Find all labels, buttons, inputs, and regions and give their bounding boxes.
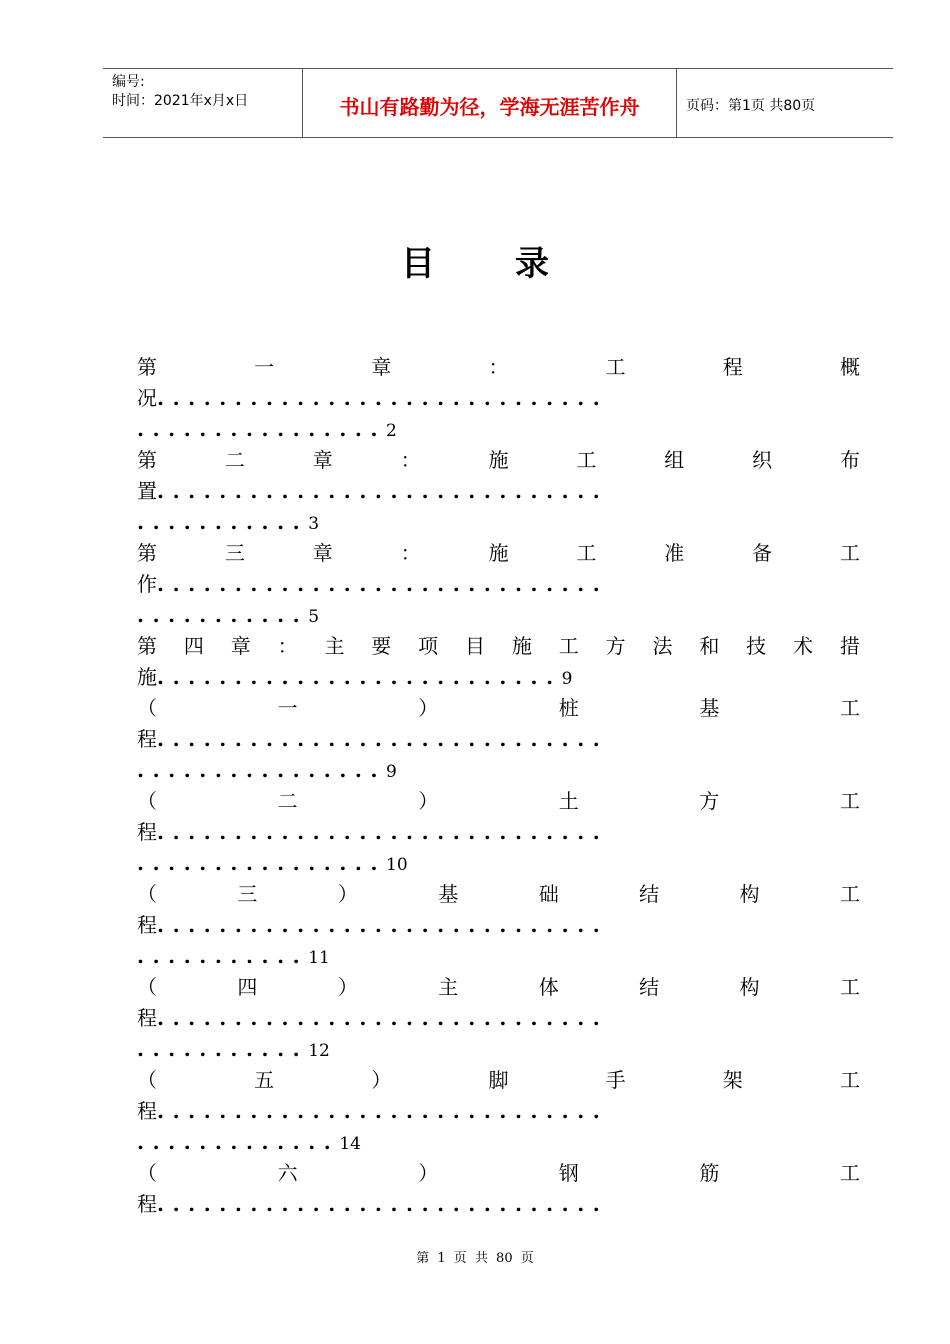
- toc-heading-char: ：: [400, 448, 421, 472]
- toc-heading-char: 措: [839, 634, 860, 658]
- toc-heading-tail: 程: [137, 1192, 157, 1216]
- toc-heading-char: 工: [558, 634, 579, 658]
- toc-heading-char: 四: [183, 634, 204, 658]
- toc-heading-char: 体: [538, 975, 559, 999]
- toc-heading-char: 工: [576, 448, 597, 472]
- dot-leader: .............................: [157, 479, 609, 503]
- toc-heading-char: 筋: [699, 1161, 720, 1185]
- title-char-1: 目: [401, 244, 435, 284]
- toc-entry[interactable]: [137, 352, 860, 445]
- dot-leader: .............................: [157, 1192, 609, 1216]
- dot-leader: .............................: [157, 820, 609, 844]
- toc-heading-tail: 程: [137, 1099, 157, 1123]
- toc-heading-char: ：: [277, 634, 298, 658]
- toc-heading-char: 布: [840, 448, 860, 472]
- dot-leader: ................: [137, 417, 387, 441]
- toc-heading-line: [137, 1158, 860, 1189]
- toc-heading-char: 备: [752, 541, 773, 565]
- toc-heading-char: 章: [312, 541, 333, 565]
- toc-page-number: 14: [339, 1134, 361, 1154]
- toc-heading-char: 项: [418, 634, 439, 658]
- page-footer: 第 1 页 共 80 页: [416, 1251, 534, 1266]
- toc-heading-char: 准: [664, 541, 685, 565]
- toc-page-number: 5: [308, 607, 320, 627]
- toc-heading-char: 技: [746, 634, 767, 658]
- toc-page-number: 3: [308, 514, 320, 534]
- toc-heading-char: 二: [277, 789, 298, 813]
- toc-heading-tail: 作: [137, 572, 157, 596]
- toc-heading-char: ）: [337, 882, 358, 906]
- toc-entry[interactable]: [137, 693, 860, 786]
- toc-heading-char: 章: [312, 448, 333, 472]
- dot-leader: ................: [137, 851, 387, 875]
- toc-entry[interactable]: [137, 445, 860, 538]
- toc-heading-char: 章: [371, 355, 392, 379]
- dot-leader: .............................: [157, 386, 609, 410]
- toc-heading-char: 四: [237, 975, 258, 999]
- toc-heading-char: 施: [488, 448, 509, 472]
- toc-heading-char: 施: [511, 634, 532, 658]
- toc-page-number: 12: [308, 1041, 330, 1061]
- dot-leader: ...........: [137, 603, 309, 627]
- toc-page-number: 11: [308, 948, 330, 968]
- dot-leader: .............................: [157, 1099, 609, 1123]
- toc-heading-line: [137, 693, 860, 724]
- toc-heading-char: ）: [371, 1068, 392, 1092]
- header-meta: [103, 69, 303, 137]
- toc-heading-char: 程: [722, 355, 743, 379]
- toc-heading-tail: 程: [137, 1006, 157, 1030]
- toc-heading-char: 工: [839, 882, 860, 906]
- toc-heading-tail: 况: [137, 386, 157, 410]
- toc-heading-line: [137, 879, 860, 910]
- toc-leader-line: [137, 724, 860, 755]
- toc-heading-char: 法: [652, 634, 673, 658]
- toc-leader-line: [137, 1189, 860, 1220]
- toc-leader-line: [137, 1034, 860, 1065]
- toc-leader-line: [137, 600, 860, 631]
- toc-entry[interactable]: [137, 538, 860, 631]
- toc-heading-char: 施: [488, 541, 509, 565]
- toc-heading-char: 工: [839, 789, 860, 813]
- toc-heading-char: 主: [324, 634, 345, 658]
- number-label: 编号:: [112, 74, 145, 90]
- toc-heading-line: [137, 786, 860, 817]
- toc-heading-char: ）: [418, 696, 439, 720]
- toc-heading-char: （: [137, 882, 157, 906]
- page-title: [0, 236, 950, 285]
- toc-heading-char: 工: [576, 541, 597, 565]
- toc-heading-char: 结: [639, 882, 660, 906]
- toc-heading-char: 三: [237, 882, 258, 906]
- toc-leader-line: [137, 817, 860, 848]
- toc-entry[interactable]: [137, 879, 860, 972]
- page-info: 页码：第1页 共80页: [686, 98, 816, 114]
- toc-heading-char: 主: [438, 975, 459, 999]
- toc-heading-char: 架: [722, 1068, 743, 1092]
- dot-leader: .............................: [157, 727, 609, 751]
- toc-heading-char: ）: [337, 975, 358, 999]
- toc-heading-char: （: [137, 1161, 157, 1185]
- table-of-contents: [137, 352, 860, 1220]
- toc-heading-char: 五: [254, 1068, 275, 1092]
- toc-leader-line: [137, 1127, 860, 1158]
- toc-heading-char: 基: [438, 882, 459, 906]
- toc-heading-char: 方: [699, 789, 720, 813]
- toc-leader-line: [137, 662, 860, 693]
- dot-leader: .............................: [157, 913, 609, 937]
- toc-heading-line: [137, 538, 860, 569]
- toc-leader-line: [137, 910, 860, 941]
- toc-leader-line: [137, 507, 860, 538]
- toc-heading-char: （: [137, 789, 157, 813]
- toc-heading-char: 织: [752, 448, 773, 472]
- dot-leader: ...........: [137, 1037, 309, 1061]
- toc-heading-char: 础: [538, 882, 559, 906]
- toc-heading-char: 第: [137, 541, 157, 565]
- toc-heading-char: 方: [605, 634, 626, 658]
- toc-heading-line: [137, 631, 860, 662]
- toc-heading-line: [137, 352, 860, 383]
- toc-heading-char: 工: [839, 696, 860, 720]
- toc-heading-char: 章: [230, 634, 251, 658]
- toc-leader-line: [137, 941, 860, 972]
- toc-heading-char: 要: [371, 634, 392, 658]
- toc-entry[interactable]: [137, 972, 860, 1065]
- dot-leader: .............................: [157, 1006, 609, 1030]
- dot-leader: ...........: [137, 944, 309, 968]
- toc-heading-char: 组: [664, 448, 685, 472]
- toc-heading-char: 一: [254, 355, 275, 379]
- toc-heading-char: 基: [699, 696, 720, 720]
- toc-heading-char: 工: [839, 975, 860, 999]
- toc-heading-char: 三: [224, 541, 245, 565]
- toc-heading-tail: 程: [137, 820, 157, 844]
- toc-page-number: 9: [561, 669, 573, 689]
- dot-leader: ...........: [137, 510, 309, 534]
- toc-heading-char: 结: [639, 975, 660, 999]
- toc-heading-char: ）: [418, 1161, 439, 1185]
- dot-leader: .............................: [157, 572, 609, 596]
- title-char-2: 录: [515, 244, 549, 284]
- toc-heading-char: 脚: [488, 1068, 509, 1092]
- toc-heading-char: 工: [605, 355, 626, 379]
- toc-heading-char: （: [137, 975, 157, 999]
- toc-leader-line: [137, 755, 860, 786]
- toc-heading-line: [137, 972, 860, 1003]
- toc-heading-tail: 程: [137, 913, 157, 937]
- toc-leader-line: [137, 476, 860, 507]
- toc-heading-char: 六: [277, 1161, 298, 1185]
- toc-entry[interactable]: [137, 1158, 860, 1220]
- toc-heading-tail: 程: [137, 727, 157, 751]
- toc-heading-tail: 施: [137, 665, 157, 689]
- toc-heading-char: 术: [793, 634, 814, 658]
- toc-leader-line: [137, 383, 860, 414]
- toc-heading-char: 工: [839, 1068, 860, 1092]
- toc-heading-char: 钢: [558, 1161, 579, 1185]
- toc-heading-char: 工: [840, 541, 860, 565]
- toc-heading-char: 手: [605, 1068, 626, 1092]
- toc-leader-line: [137, 569, 860, 600]
- toc-heading-char: 构: [739, 882, 760, 906]
- toc-heading-char: 二: [224, 448, 245, 472]
- toc-heading-line: [137, 1065, 860, 1096]
- toc-heading-char: 概: [839, 355, 860, 379]
- toc-page-number: 2: [386, 421, 397, 441]
- toc-heading-char: 第: [137, 634, 157, 658]
- dot-leader: ..........................: [157, 665, 562, 689]
- toc-heading-char: 第: [137, 355, 157, 379]
- toc-heading-tail: 置: [137, 479, 157, 503]
- toc-heading-char: ）: [418, 789, 439, 813]
- toc-leader-line: [137, 848, 860, 879]
- toc-heading-char: 第: [137, 448, 157, 472]
- toc-entry[interactable]: [137, 1065, 860, 1158]
- toc-leader-line: [137, 1096, 860, 1127]
- toc-entry[interactable]: [137, 786, 860, 879]
- toc-entry[interactable]: [137, 631, 860, 693]
- toc-heading-char: ：: [400, 541, 421, 565]
- time-label: 时间：2021年x月x日: [112, 93, 249, 109]
- toc-heading-char: （: [137, 1068, 157, 1092]
- toc-page-number: 9: [386, 762, 397, 782]
- toc-heading-line: [137, 445, 860, 476]
- toc-leader-line: [137, 414, 860, 445]
- toc-heading-char: ：: [488, 355, 509, 379]
- toc-leader-line: [137, 1003, 860, 1034]
- toc-heading-char: 和: [699, 634, 720, 658]
- dot-leader: .............: [137, 1130, 340, 1154]
- header-table: [103, 68, 893, 138]
- toc-heading-char: 一: [277, 696, 298, 720]
- toc-page-number: 10: [386, 855, 408, 875]
- motto: 书山有路勤为径，学海无涯苦作舟: [303, 69, 677, 137]
- toc-heading-char: 构: [739, 975, 760, 999]
- toc-heading-char: 工: [839, 1161, 860, 1185]
- toc-heading-char: 桩: [558, 696, 579, 720]
- dot-leader: ................: [137, 758, 387, 782]
- toc-heading-char: 目: [465, 634, 486, 658]
- toc-heading-char: （: [137, 696, 157, 720]
- toc-heading-char: 土: [558, 789, 579, 813]
